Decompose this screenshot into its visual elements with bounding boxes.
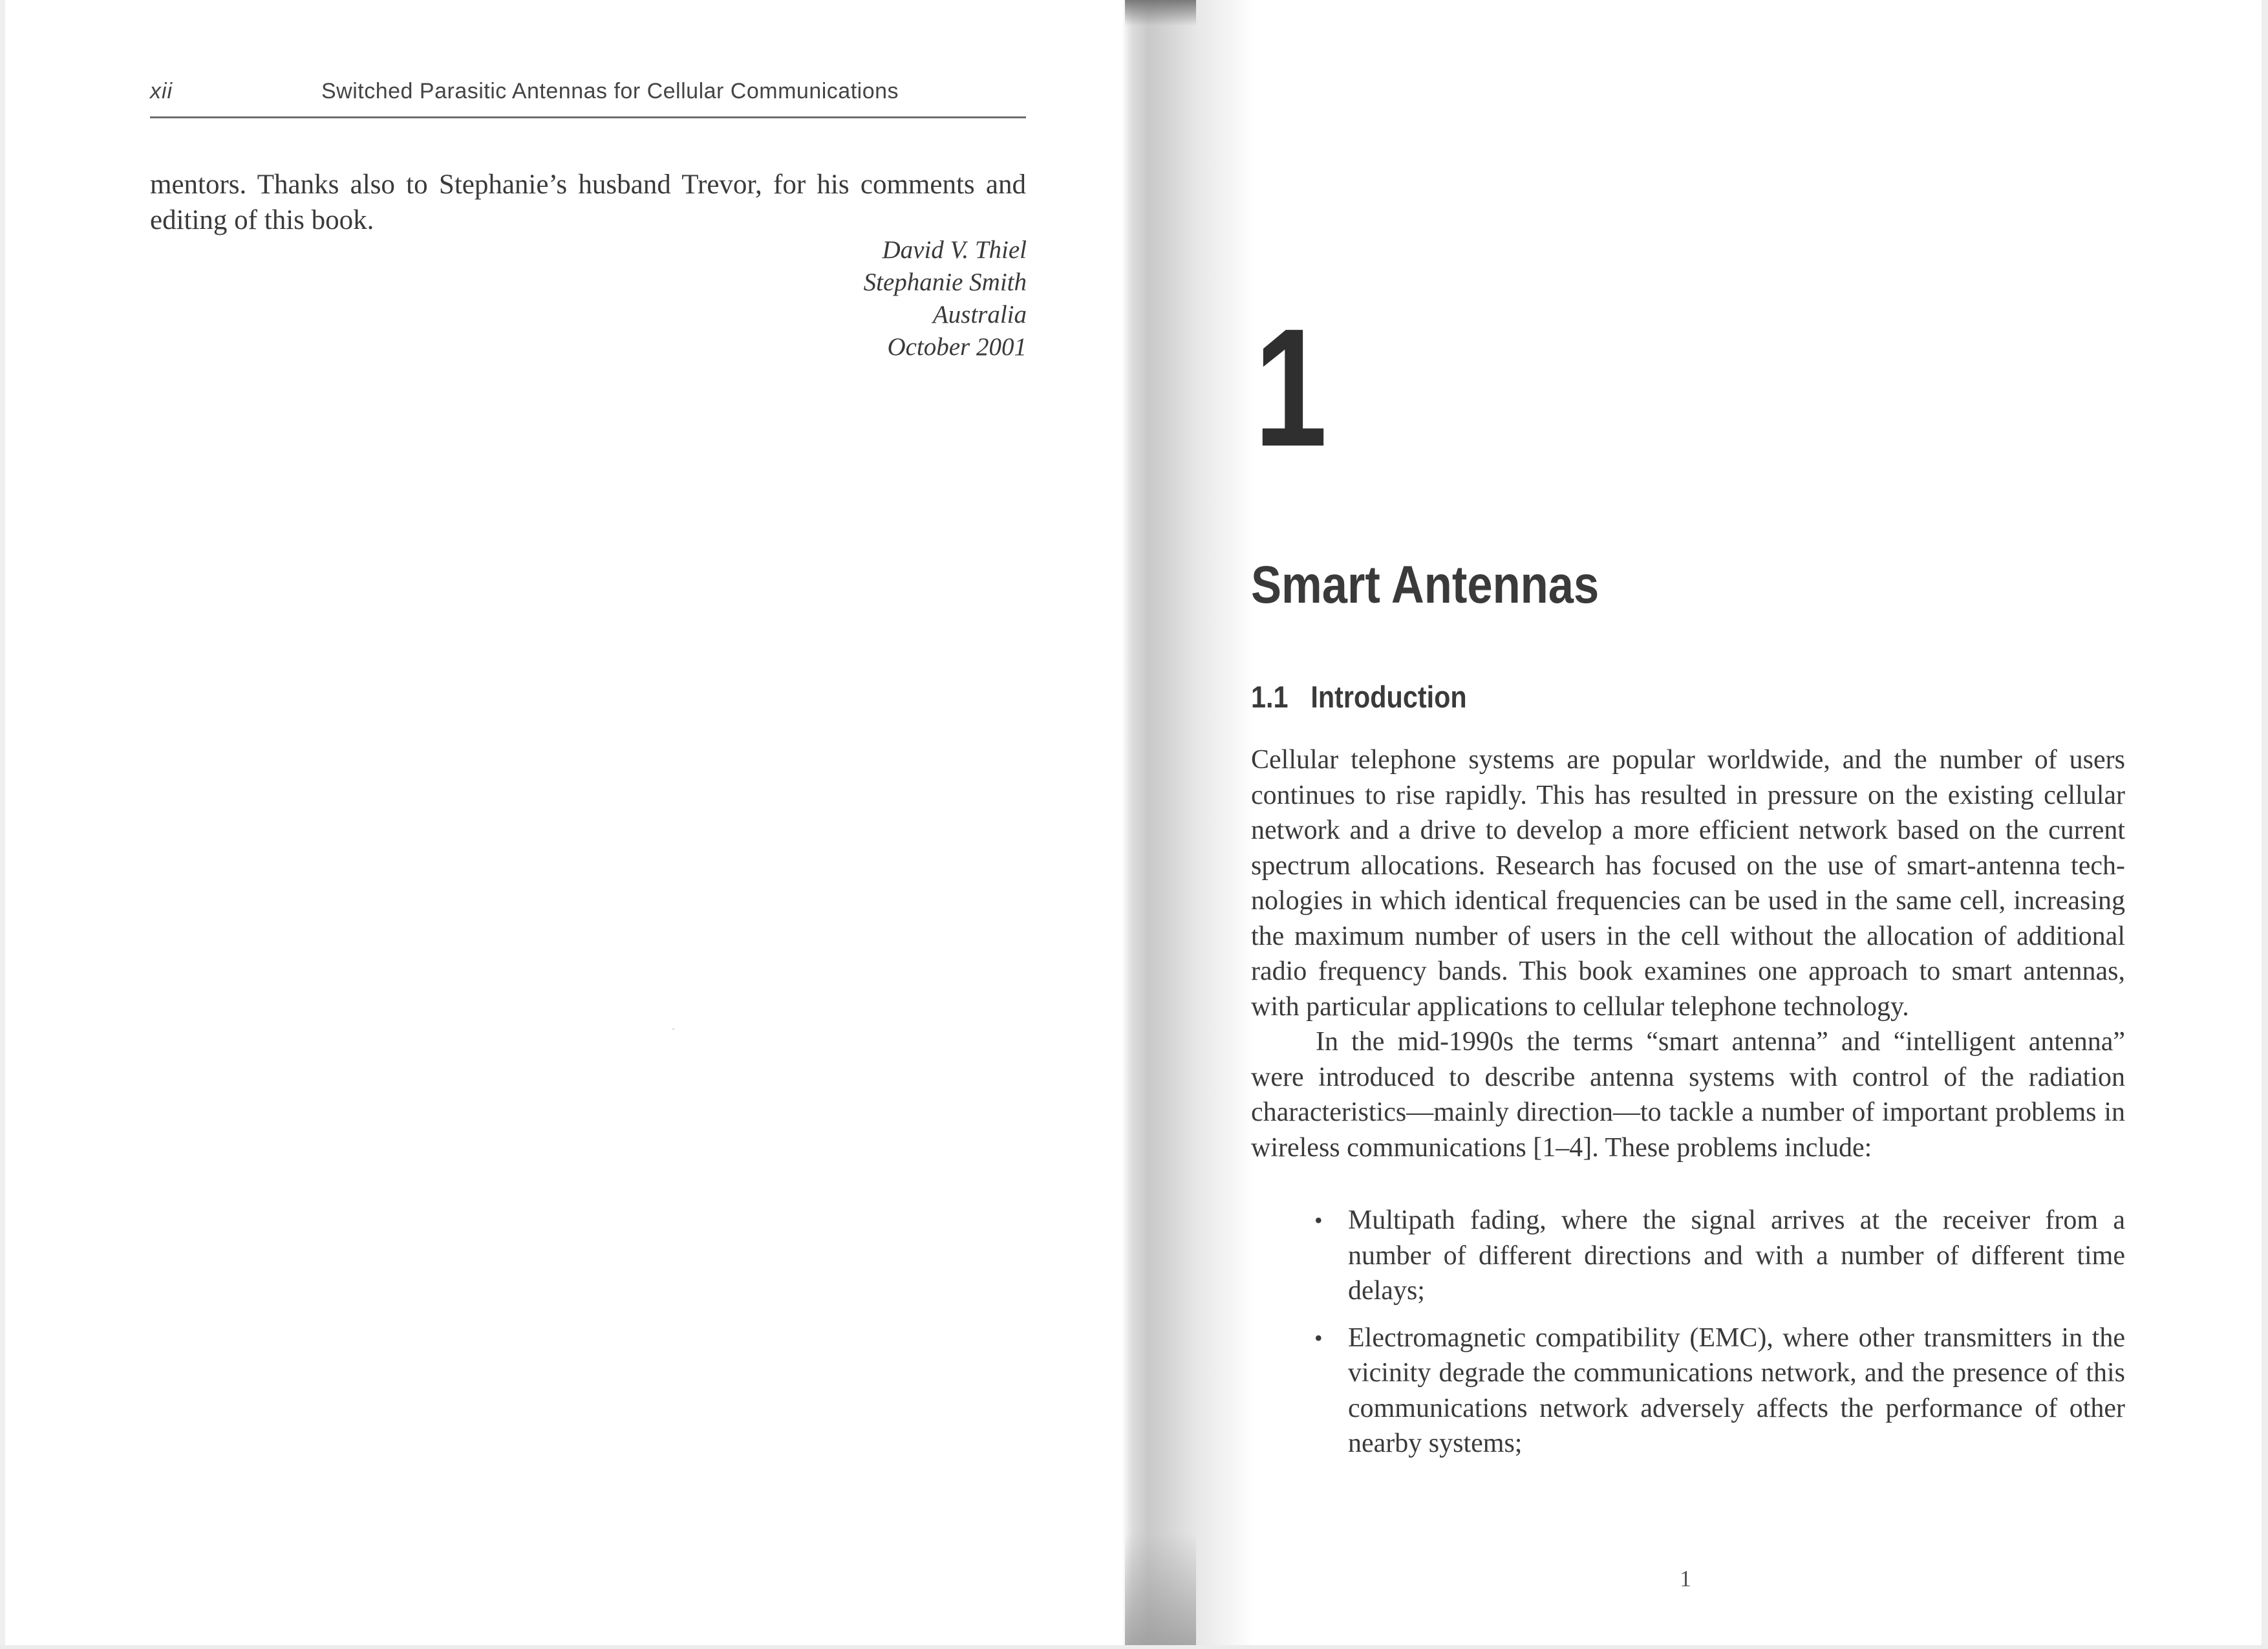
page-number: 1 bbox=[1680, 1566, 1691, 1591]
left-page-edge bbox=[0, 0, 5, 1649]
signature-place: Australia bbox=[932, 301, 1027, 329]
list-item bbox=[1314, 1203, 2125, 1309]
acknowledgement-text: mentors. Thanks also to Stephanie’s husband Trevor, for his comments and editing of this book. bbox=[150, 169, 1026, 235]
binding-bottom-shadow bbox=[1125, 1533, 1196, 1649]
running-head bbox=[150, 76, 1026, 118]
author-signature-block bbox=[647, 234, 1027, 363]
running-head-title: Switched Parasitic Antennas for Cellular Communications bbox=[321, 79, 899, 103]
signature-date: October 2001 bbox=[887, 333, 1027, 361]
paragraph-1: Cellular telephone systems are popular worldwide, and the number of users continues to rise rapidly. This has resulted in pressure on the existing cellular network and a drive to develop a more efficient network based on the current spectrum allocations. Research has focused on the use of smart-antenna technologies in which identical frequencies can be used in the same cell, increasing the maximum number of users in the cell without the allocation of additional radio frequency bands. This book examines one approach to smart antennas, with particular applications to cellular telephone technology. bbox=[1251, 745, 2125, 1022]
section-number: 1.1 bbox=[1251, 680, 1289, 714]
list-item-text: Electromagnetic compatibility (EMC), where other transmitters in the vicinity degrade the communications network, and the presence of this communications network adversely affects the performance of other nearby systems; bbox=[1348, 1322, 2125, 1458]
list-item-text: Multipath fading, where the signal arrives at the receiver from a number of different directions and with a number of different time delays; bbox=[1348, 1205, 2125, 1306]
author-name-1: David V. Thiel bbox=[882, 236, 1027, 264]
bullet-icon: • bbox=[1314, 1324, 1323, 1351]
problem-list bbox=[1251, 1203, 2125, 1461]
right-page-edge bbox=[2262, 0, 2268, 1649]
chapter-number: 1 bbox=[1254, 294, 1327, 482]
paper-speck bbox=[672, 1028, 674, 1030]
binding-top-shadow bbox=[1125, 0, 1196, 26]
bottom-page-edge bbox=[0, 1645, 2268, 1649]
binding-gutter-shadow bbox=[1122, 0, 1254, 1649]
folio: xii bbox=[150, 79, 173, 103]
list-item bbox=[1314, 1320, 2125, 1461]
section-title: Introduction bbox=[1311, 680, 1467, 714]
paragraph-2: In the mid-1990s the terms “smart antenna” and “intelligent antenna” were introduced to describe antenna systems with control of the radiation characteristics—mainly direction—to tackle a number of important problems in wireless communications [1–4]. These problems include: bbox=[1251, 1027, 2125, 1163]
left-page bbox=[0, 0, 1125, 1649]
author-name-2: Stephanie Smith bbox=[863, 268, 1027, 296]
section-heading bbox=[1251, 679, 1467, 715]
bullet-icon: • bbox=[1314, 1207, 1323, 1233]
chapter-title: Smart Antennas bbox=[1251, 555, 1599, 614]
chapter-body bbox=[1251, 742, 2125, 1473]
